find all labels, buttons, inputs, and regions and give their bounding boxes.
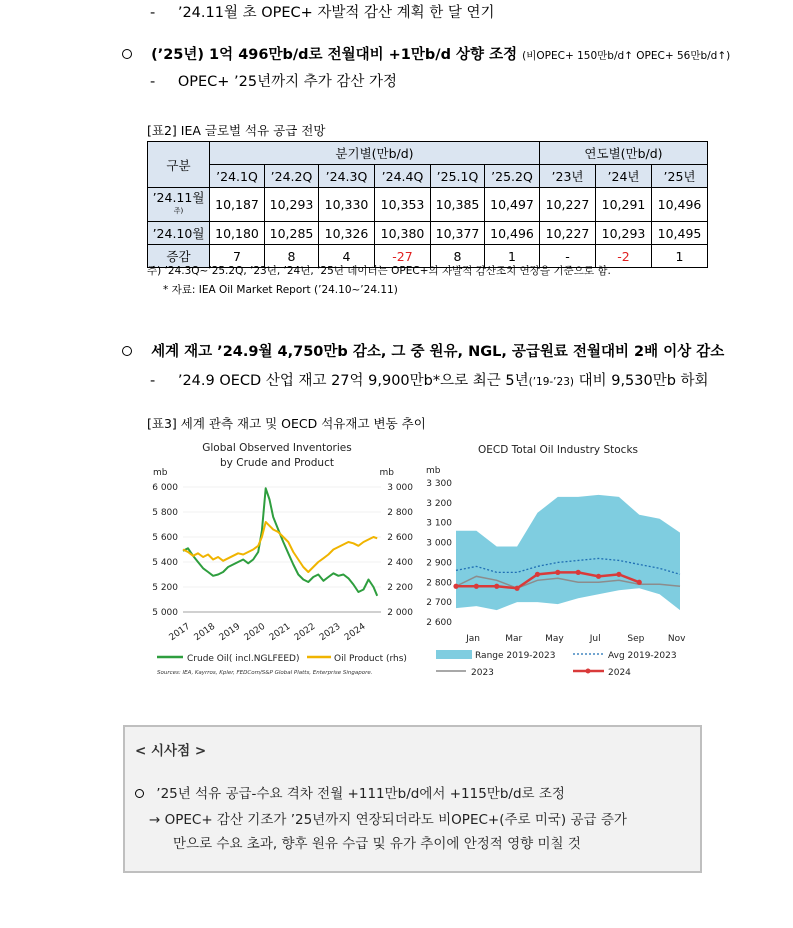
table-cell: 10,291 <box>596 188 652 222</box>
chart2-ytick: 3 300 <box>426 479 452 489</box>
table3-caption: [표3] 세계 관측 재고 및 OECD 석유재고 변동 추이 <box>147 416 426 431</box>
implications-item <box>135 782 565 802</box>
table-cell: 10,495 <box>652 222 708 245</box>
line-text: OPEC+ ’25년까지 추가 감산 가정 <box>177 74 397 90</box>
chart1-ylabel-right: mb <box>379 468 394 478</box>
header-quarter: ’24.2Q <box>265 165 319 188</box>
table-cell: 10,187 <box>210 188 265 222</box>
chart2-ylabel: mb <box>426 466 441 476</box>
chart2-ytick: 2 700 <box>426 598 452 609</box>
chart2-xtick: Jul <box>589 634 601 644</box>
table2-caption: [표2] IEA 글로벌 석유 공급 전망 <box>147 123 326 138</box>
chart1-xtick: 2019 <box>217 621 243 644</box>
bullet-note: (비OPEC+ 150만b/d↑ OPEC+ 56만b/d↑) <box>522 50 731 62</box>
chart1-ytick-left: 5 400 <box>152 558 178 568</box>
chart2-xtick: Jan <box>466 634 480 644</box>
chart2-ytick: 2 800 <box>426 578 452 589</box>
legend-2023-label: 2023 <box>471 668 494 678</box>
table-cell: 10,496 <box>652 188 708 222</box>
point-2024 <box>535 572 540 577</box>
chart1-xtick: 2024 <box>343 621 368 644</box>
chart1-xtick: 2021 <box>267 621 293 644</box>
table-cell: 10,293 <box>265 188 319 222</box>
implications-arrow-line2: 만으로 수요 초과, 향후 원유 수급 및 유가 추이에 안정적 영향 미칠 것 <box>173 836 581 852</box>
table-cell: - <box>540 245 596 268</box>
chart1-ylabel-left: mb <box>153 468 168 478</box>
chart2-xtick: Sep <box>627 634 645 644</box>
line-opec-delay <box>150 1 495 22</box>
chart1-ytick-right: 3 000 <box>387 483 413 493</box>
table-cell: 7 <box>210 245 265 268</box>
chart2-xtick: May <box>545 634 564 644</box>
table-cell: 10,285 <box>265 222 319 245</box>
dash-marker: - <box>150 373 156 389</box>
header-quarter: ’25.2Q <box>485 165 540 188</box>
table-cell: 10,293 <box>596 222 652 245</box>
chart1-ytick-left: 5 200 <box>152 583 178 593</box>
chart2-ytick: 3 100 <box>426 518 452 529</box>
table-cell: 10,496 <box>485 222 540 245</box>
chart1-xtick: 2017 <box>167 621 193 644</box>
circle-bullet-icon <box>122 49 132 59</box>
table2-source: * 자료: IEA Oil Market Report (’24.10~’24.11) <box>163 284 398 296</box>
table-cell: 10,326 <box>319 222 375 245</box>
chart1-ytick-left: 6 000 <box>152 483 178 493</box>
bullet-text: (’25년) 1억 496만b/d로 전월대비 +1만b/d 상향 조정 <box>151 47 518 63</box>
table-cell: 10,385 <box>431 188 485 222</box>
table-cell-negative: -27 <box>375 245 431 268</box>
legend-2024-marker <box>586 669 591 674</box>
point-2024 <box>514 586 519 591</box>
implications-box <box>123 725 702 873</box>
legend-range-label: Range 2019-2023 <box>475 651 556 661</box>
table-cell: 10,227 <box>540 222 596 245</box>
table-cell: 1 <box>485 245 540 268</box>
point-2024 <box>616 572 621 577</box>
circle-bullet-icon <box>135 789 144 798</box>
chart2-ytick: 2 600 <box>426 618 452 628</box>
legend-avg-label: Avg 2019-2023 <box>608 651 677 661</box>
table-cell: 10,353 <box>375 188 431 222</box>
point-2024 <box>474 584 479 589</box>
legend-product-label: Oil Product (rhs) <box>334 654 407 664</box>
chart1-ytick-left: 5 800 <box>152 508 178 518</box>
header-quarter: ’24.4Q <box>375 165 431 188</box>
chart1-subtitle: by Crude and Product <box>220 457 334 469</box>
global-inventories-chart <box>145 435 413 680</box>
header-quarter: ’25.1Q <box>431 165 485 188</box>
bullet-2025-supply <box>122 43 730 64</box>
chart2-ytick: 3 000 <box>426 538 452 549</box>
line-opec-cut <box>150 70 397 91</box>
oil-product-line <box>183 522 377 572</box>
table-cell: 10,227 <box>540 188 596 222</box>
row-label-sup: 주) <box>173 207 184 215</box>
chart2-xtick: Mar <box>505 634 523 644</box>
chart2-xtick: Nov <box>667 634 686 644</box>
chart1-ytick-left: 5 600 <box>152 533 178 543</box>
table2-note: 주) ’24.3Q~’25.2Q, ’23년, ’24년, ’25년 데이터는 OPEC+의 자발적 감산조치 연장을 기준으로 함. <box>147 265 611 277</box>
point-2024 <box>576 570 581 575</box>
oecd-stocks-chart <box>418 435 688 680</box>
point-2024 <box>596 574 601 579</box>
circle-bullet-icon <box>122 346 132 356</box>
chart1-ytick-right: 2 000 <box>387 608 413 618</box>
table-cell-negative: -2 <box>596 245 652 268</box>
chart1-ytick-right: 2 600 <box>387 533 413 543</box>
chart1-xtick: 2018 <box>192 621 218 644</box>
implications-title: < 시사점 > <box>135 743 207 759</box>
chart1-title: Global Observed Inventories <box>202 442 352 454</box>
chart1-ytick-right: 2 800 <box>387 508 413 518</box>
point-2024 <box>555 570 560 575</box>
header-year: ’25년 <box>652 165 708 188</box>
point-2024 <box>637 580 642 585</box>
header-annual: 연도별(만b/d) <box>540 142 708 165</box>
table-cell: 8 <box>265 245 319 268</box>
line-text: ’24.9 OECD 산업 재고 27억 9,900만b*으로 최근 5년 <box>177 373 529 389</box>
header-category: 구분 <box>148 142 210 188</box>
table-cell: 10,180 <box>210 222 265 245</box>
line-oecd-stock <box>150 369 709 390</box>
table-cell: 4 <box>319 245 375 268</box>
header-year: ’24년 <box>596 165 652 188</box>
point-2024 <box>453 584 458 589</box>
bullet-world-inventory <box>122 340 724 361</box>
row-label-text: ’24.11월 <box>152 190 205 205</box>
row-label: ’24.10월 <box>148 222 210 245</box>
chart1-source: Sources: IEA, Kayrros, Kpler, FEDCom/S&P Global Platts, Enterprise Singapore. <box>157 670 373 676</box>
legend-2024-label: 2024 <box>608 668 631 678</box>
dash-marker: - <box>150 74 156 90</box>
point-2024 <box>494 584 499 589</box>
table-cell: 10,330 <box>319 188 375 222</box>
chart1-xtick: 2020 <box>242 621 268 644</box>
dash-marker: - <box>150 5 156 21</box>
bullet-text: 세계 재고 ’24.9월 4,750만b 감소, 그 중 원유, NGL, 공급원료 전월대비 2배 이상 감소 <box>151 344 725 360</box>
header-quarterly: 분기별(만b/d) <box>210 142 540 165</box>
line-note: (’19-’23) <box>528 376 574 388</box>
row-label <box>148 188 210 222</box>
legend-range-swatch <box>436 650 472 659</box>
header-quarter: ’24.1Q <box>210 165 265 188</box>
chart2-ytick: 3 200 <box>426 498 452 509</box>
chart2-title: OECD Total Oil Industry Stocks <box>477 444 639 456</box>
iea-supply-table <box>147 141 708 268</box>
row-label: 증감 <box>148 245 210 268</box>
implications-arrow-line1: → OPEC+ 감산 기조가 ’25년까지 연장되더라도 비OPEC+(주로 미국) 공급 증가 <box>149 812 627 828</box>
chart1-xtick: 2023 <box>317 621 343 644</box>
table-cell: 8 <box>431 245 485 268</box>
table-row <box>148 222 708 245</box>
chart1-ytick-right: 2 400 <box>387 558 413 568</box>
chart2-ytick: 2 900 <box>426 558 452 569</box>
implications-item-text: ’25년 석유 공급-수요 격차 전월 +111만b/d에서 +115만b/d로 조정 <box>156 786 565 802</box>
table-cell: 10,380 <box>375 222 431 245</box>
table-cell: 1 <box>652 245 708 268</box>
header-quarter: ’24.3Q <box>319 165 375 188</box>
chart1-xtick: 2022 <box>292 621 318 644</box>
header-year: ’23년 <box>540 165 596 188</box>
table-cell: 10,377 <box>431 222 485 245</box>
chart1-ytick-right: 2 200 <box>387 583 413 593</box>
table-row <box>148 188 708 222</box>
line-text-tail: 대비 9,530만b 하회 <box>573 373 709 389</box>
chart1-ytick-left: 5 000 <box>152 608 178 618</box>
line-text: ’24.11월 초 OPEC+ 자발적 감산 계획 한 달 연기 <box>177 5 495 21</box>
range-2019-2023-area <box>456 495 680 610</box>
table-cell: 10,497 <box>485 188 540 222</box>
legend-crude-label: Crude Oil( incl.NGLFEED) <box>187 654 300 664</box>
